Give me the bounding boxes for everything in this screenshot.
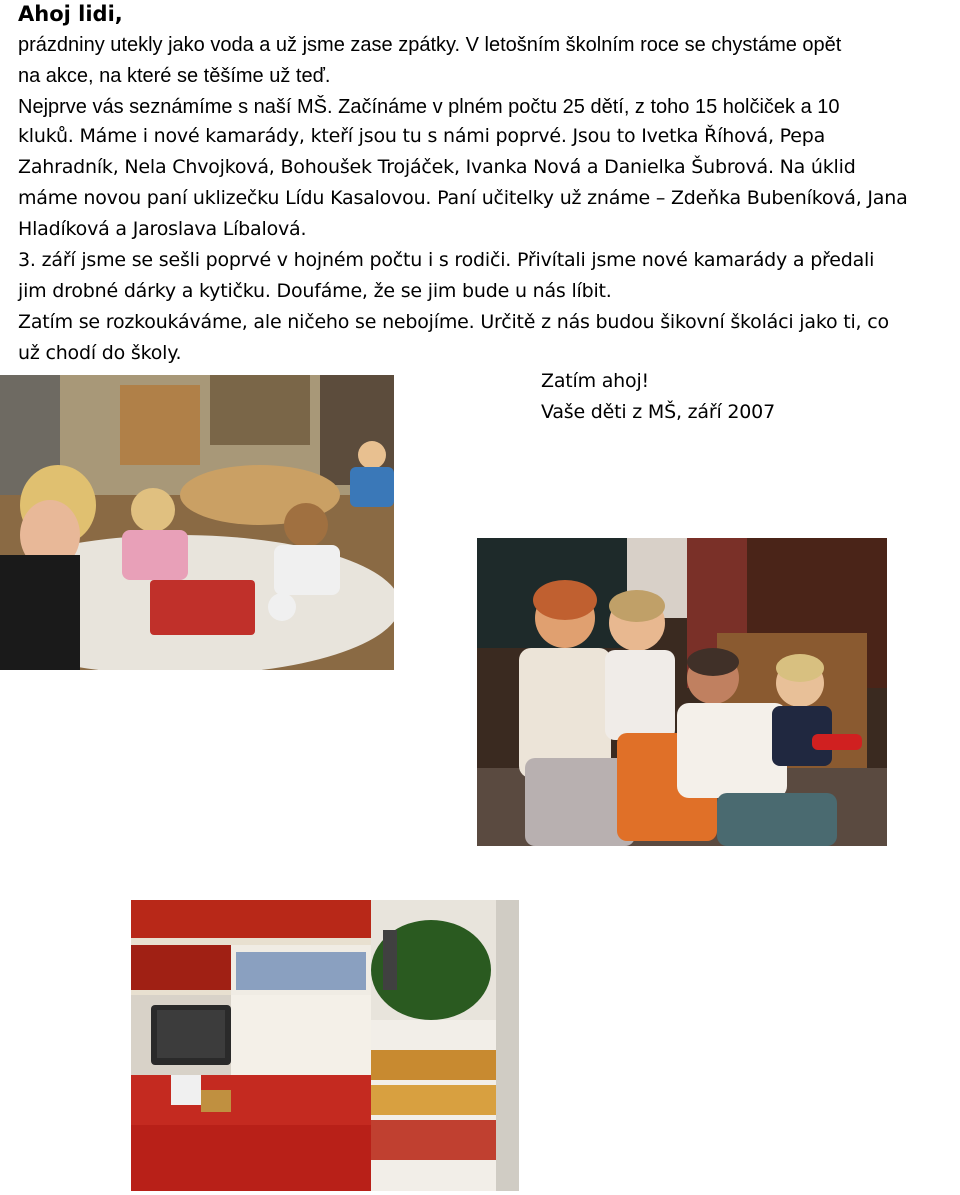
paragraph-school-intro <box>18 92 840 123</box>
text-line: 3. září jsme se sešli poprvé v hojném počtu i s rodiči. Přivítali jsme nové kamarády a předali <box>18 249 875 271</box>
text-line: na akce, na které se těšíme už teď. <box>18 65 331 87</box>
text-line: jim drobné dárky a kytičku. Doufáme, že se jim bude u nás líbit. <box>18 280 612 302</box>
signoff-line: Vaše děti z MŠ, září 2007 <box>541 401 775 423</box>
greeting-heading: Ahoj lidi, <box>18 2 123 26</box>
text-line: Zatím se rozkoukáváme, ale ničeho se nebojíme. Určitě z nás budou šikovní školáci jako ti, co <box>18 311 889 333</box>
photo-classroom-shelves <box>131 900 519 1191</box>
paragraph-first-day <box>18 245 874 307</box>
signoff <box>541 366 775 428</box>
text-line: Hladíková a Jaroslava Líbalová. <box>18 218 307 240</box>
text-line: už chodí do školy. <box>18 342 182 364</box>
text-line: máme novou paní uklizečku Lídu Kasalovou. Paní učitelky už známe – Zdeňka Bubeníková, Jana <box>18 187 908 209</box>
paragraph-closing <box>18 307 889 369</box>
text-line: kluků. Máme i nové kamarády, kteří jsou tu s námi poprvé. Jsou to Ivetka Říhová, Pepa <box>18 125 826 147</box>
paragraph-intro <box>18 30 841 92</box>
paragraph-new-friends <box>18 121 908 245</box>
photo-four-boys <box>477 538 887 846</box>
text-line: prázdniny utekly jako voda a už jsme zase zpátky. V letošním školním roce se chystáme opět <box>18 34 842 56</box>
photo-classroom-table <box>0 375 394 670</box>
signoff-line: Zatím ahoj! <box>541 370 649 392</box>
text-line: Zahradník, Nela Chvojková, Bohoušek Trojáček, Ivanka Nová a Danielka Šubrová. Na úklid <box>18 156 856 178</box>
text-line: Nejprve vás seznámíme s naší MŠ. Začínáme v plném počtu 25 dětí, z toho 15 holčiček a 10 <box>18 96 840 118</box>
